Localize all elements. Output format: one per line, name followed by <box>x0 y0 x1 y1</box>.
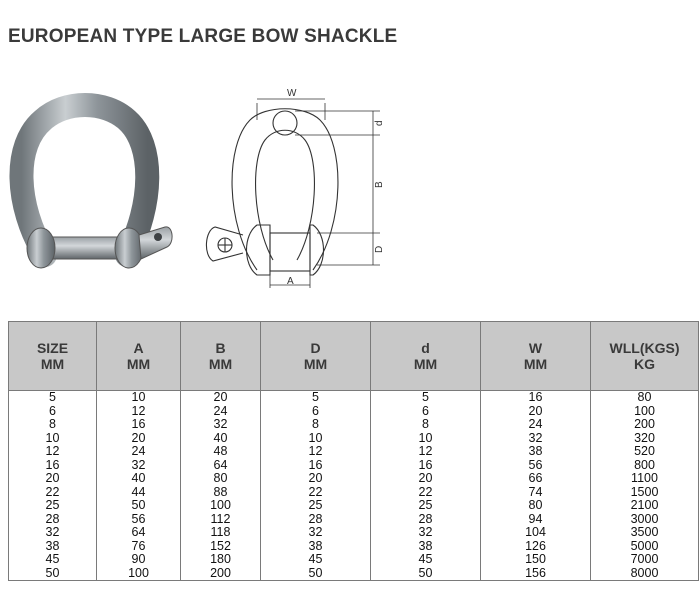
table-cell: 94 <box>481 513 591 527</box>
table-cell: 48 <box>181 445 261 459</box>
table-row <box>9 513 699 527</box>
column-header <box>481 322 591 391</box>
dim-label-d-large: D <box>374 245 385 253</box>
column-header <box>97 322 181 391</box>
table-cell: 5 <box>371 391 481 405</box>
table-cell: 40 <box>181 432 261 446</box>
table-cell: 100 <box>97 567 181 581</box>
table-row <box>9 499 699 513</box>
table-cell: 32 <box>9 526 97 540</box>
table-cell: 66 <box>481 472 591 486</box>
column-header-unit: MM <box>413 356 438 372</box>
table-cell: 16 <box>97 418 181 432</box>
table-cell: 200 <box>181 567 261 581</box>
table-cell: 6 <box>371 405 481 419</box>
table-cell: 74 <box>481 486 591 500</box>
table-cell: 520 <box>591 445 699 459</box>
shackle-photo <box>5 85 180 285</box>
table-cell: 64 <box>181 459 261 473</box>
table-cell: 1100 <box>591 472 699 486</box>
table-cell: 152 <box>181 540 261 554</box>
table-row <box>9 553 699 567</box>
table-cell: 200 <box>591 418 699 432</box>
column-header-name: d <box>421 340 430 356</box>
table-cell: 32 <box>371 526 481 540</box>
table-cell: 22 <box>261 486 371 500</box>
spec-table <box>8 321 699 581</box>
spec-table-header <box>9 322 699 391</box>
table-cell: 38 <box>371 540 481 554</box>
table-cell: 800 <box>591 459 699 473</box>
table-row <box>9 459 699 473</box>
table-cell: 20 <box>261 472 371 486</box>
column-header-unit: MM <box>40 356 65 372</box>
table-cell: 28 <box>371 513 481 527</box>
table-cell: 32 <box>97 459 181 473</box>
column-header-name: WLL(KGS) <box>609 340 680 356</box>
table-cell: 80 <box>481 499 591 513</box>
table-cell: 12 <box>261 445 371 459</box>
table-cell: 5000 <box>591 540 699 554</box>
table-cell: 88 <box>181 486 261 500</box>
table-cell: 8 <box>371 418 481 432</box>
table-cell: 20 <box>371 472 481 486</box>
table-cell: 12 <box>9 445 97 459</box>
table-row <box>9 540 699 554</box>
table-cell: 104 <box>481 526 591 540</box>
column-header-unit: MM <box>208 356 233 372</box>
table-cell: 16 <box>481 391 591 405</box>
table-cell: 44 <box>97 486 181 500</box>
table-cell: 6 <box>261 405 371 419</box>
table-cell: 80 <box>591 391 699 405</box>
table-cell: 56 <box>481 459 591 473</box>
table-cell: 20 <box>97 432 181 446</box>
table-cell: 320 <box>591 432 699 446</box>
table-row <box>9 486 699 500</box>
table-row <box>9 526 699 540</box>
table-cell: 24 <box>481 418 591 432</box>
table-cell: 16 <box>261 459 371 473</box>
table-cell: 20 <box>9 472 97 486</box>
table-cell: 12 <box>97 405 181 419</box>
table-cell: 126 <box>481 540 591 554</box>
table-cell: 10 <box>261 432 371 446</box>
table-cell: 32 <box>481 432 591 446</box>
table-cell: 32 <box>261 526 371 540</box>
column-header <box>9 322 97 391</box>
table-cell: 150 <box>481 553 591 567</box>
shackle-dimension-diagram <box>195 85 395 295</box>
column-header-unit: MM <box>126 356 151 372</box>
column-header-unit: KG <box>634 356 655 372</box>
table-cell: 7000 <box>591 553 699 567</box>
table-cell: 1500 <box>591 486 699 500</box>
table-cell: 25 <box>371 499 481 513</box>
table-row <box>9 405 699 419</box>
table-cell: 24 <box>97 445 181 459</box>
table-cell: 56 <box>97 513 181 527</box>
table-cell: 38 <box>261 540 371 554</box>
table-cell: 16 <box>371 459 481 473</box>
table-cell: 8 <box>261 418 371 432</box>
table-cell: 28 <box>261 513 371 527</box>
column-header <box>261 322 371 391</box>
table-cell: 6 <box>9 405 97 419</box>
column-header-unit: MM <box>523 356 548 372</box>
spec-table-body <box>9 391 699 581</box>
dim-label-w: W <box>287 88 297 99</box>
table-cell: 90 <box>97 553 181 567</box>
column-header <box>591 322 699 391</box>
page-title: EUROPEAN TYPE LARGE BOW SHACKLE <box>8 26 398 47</box>
table-cell: 10 <box>371 432 481 446</box>
table-cell: 24 <box>181 405 261 419</box>
table-cell: 112 <box>181 513 261 527</box>
table-cell: 28 <box>9 513 97 527</box>
table-cell: 25 <box>9 499 97 513</box>
column-header-name: W <box>528 340 543 356</box>
table-cell: 118 <box>181 526 261 540</box>
column-header-name: B <box>215 340 226 356</box>
column-header-unit: MM <box>303 356 328 372</box>
table-cell: 45 <box>9 553 97 567</box>
table-cell: 50 <box>97 499 181 513</box>
table-cell: 20 <box>481 405 591 419</box>
table-cell: 10 <box>9 432 97 446</box>
column-header-name: D <box>310 340 321 356</box>
table-cell: 76 <box>97 540 181 554</box>
table-cell: 3000 <box>591 513 699 527</box>
column-header-name: SIZE <box>36 340 69 356</box>
table-cell: 50 <box>371 567 481 581</box>
table-row <box>9 418 699 432</box>
table-row <box>9 567 699 581</box>
table-cell: 5 <box>261 391 371 405</box>
dim-label-a: A <box>287 276 294 287</box>
dim-label-d-small: d <box>374 120 385 126</box>
table-cell: 40 <box>97 472 181 486</box>
table-cell: 16 <box>9 459 97 473</box>
table-cell: 45 <box>371 553 481 567</box>
table-cell: 50 <box>9 567 97 581</box>
table-cell: 5 <box>9 391 97 405</box>
table-cell: 22 <box>9 486 97 500</box>
table-cell: 64 <box>97 526 181 540</box>
table-cell: 12 <box>371 445 481 459</box>
table-cell: 8000 <box>591 567 699 581</box>
table-cell: 45 <box>261 553 371 567</box>
table-cell: 32 <box>181 418 261 432</box>
table-cell: 38 <box>481 445 591 459</box>
table-cell: 20 <box>181 391 261 405</box>
table-cell: 22 <box>371 486 481 500</box>
table-row <box>9 391 699 405</box>
table-cell: 50 <box>261 567 371 581</box>
table-cell: 25 <box>261 499 371 513</box>
table-cell: 3500 <box>591 526 699 540</box>
table-cell: 100 <box>591 405 699 419</box>
table-row <box>9 472 699 486</box>
table-row <box>9 432 699 446</box>
table-cell: 80 <box>181 472 261 486</box>
table-cell: 100 <box>181 499 261 513</box>
column-header <box>181 322 261 391</box>
dim-label-b: B <box>374 181 385 188</box>
table-cell: 8 <box>9 418 97 432</box>
table-cell: 10 <box>97 391 181 405</box>
table-cell: 38 <box>9 540 97 554</box>
table-row <box>9 445 699 459</box>
table-cell: 156 <box>481 567 591 581</box>
column-header <box>371 322 481 391</box>
column-header-name: A <box>133 340 144 356</box>
table-cell: 2100 <box>591 499 699 513</box>
table-cell: 180 <box>181 553 261 567</box>
